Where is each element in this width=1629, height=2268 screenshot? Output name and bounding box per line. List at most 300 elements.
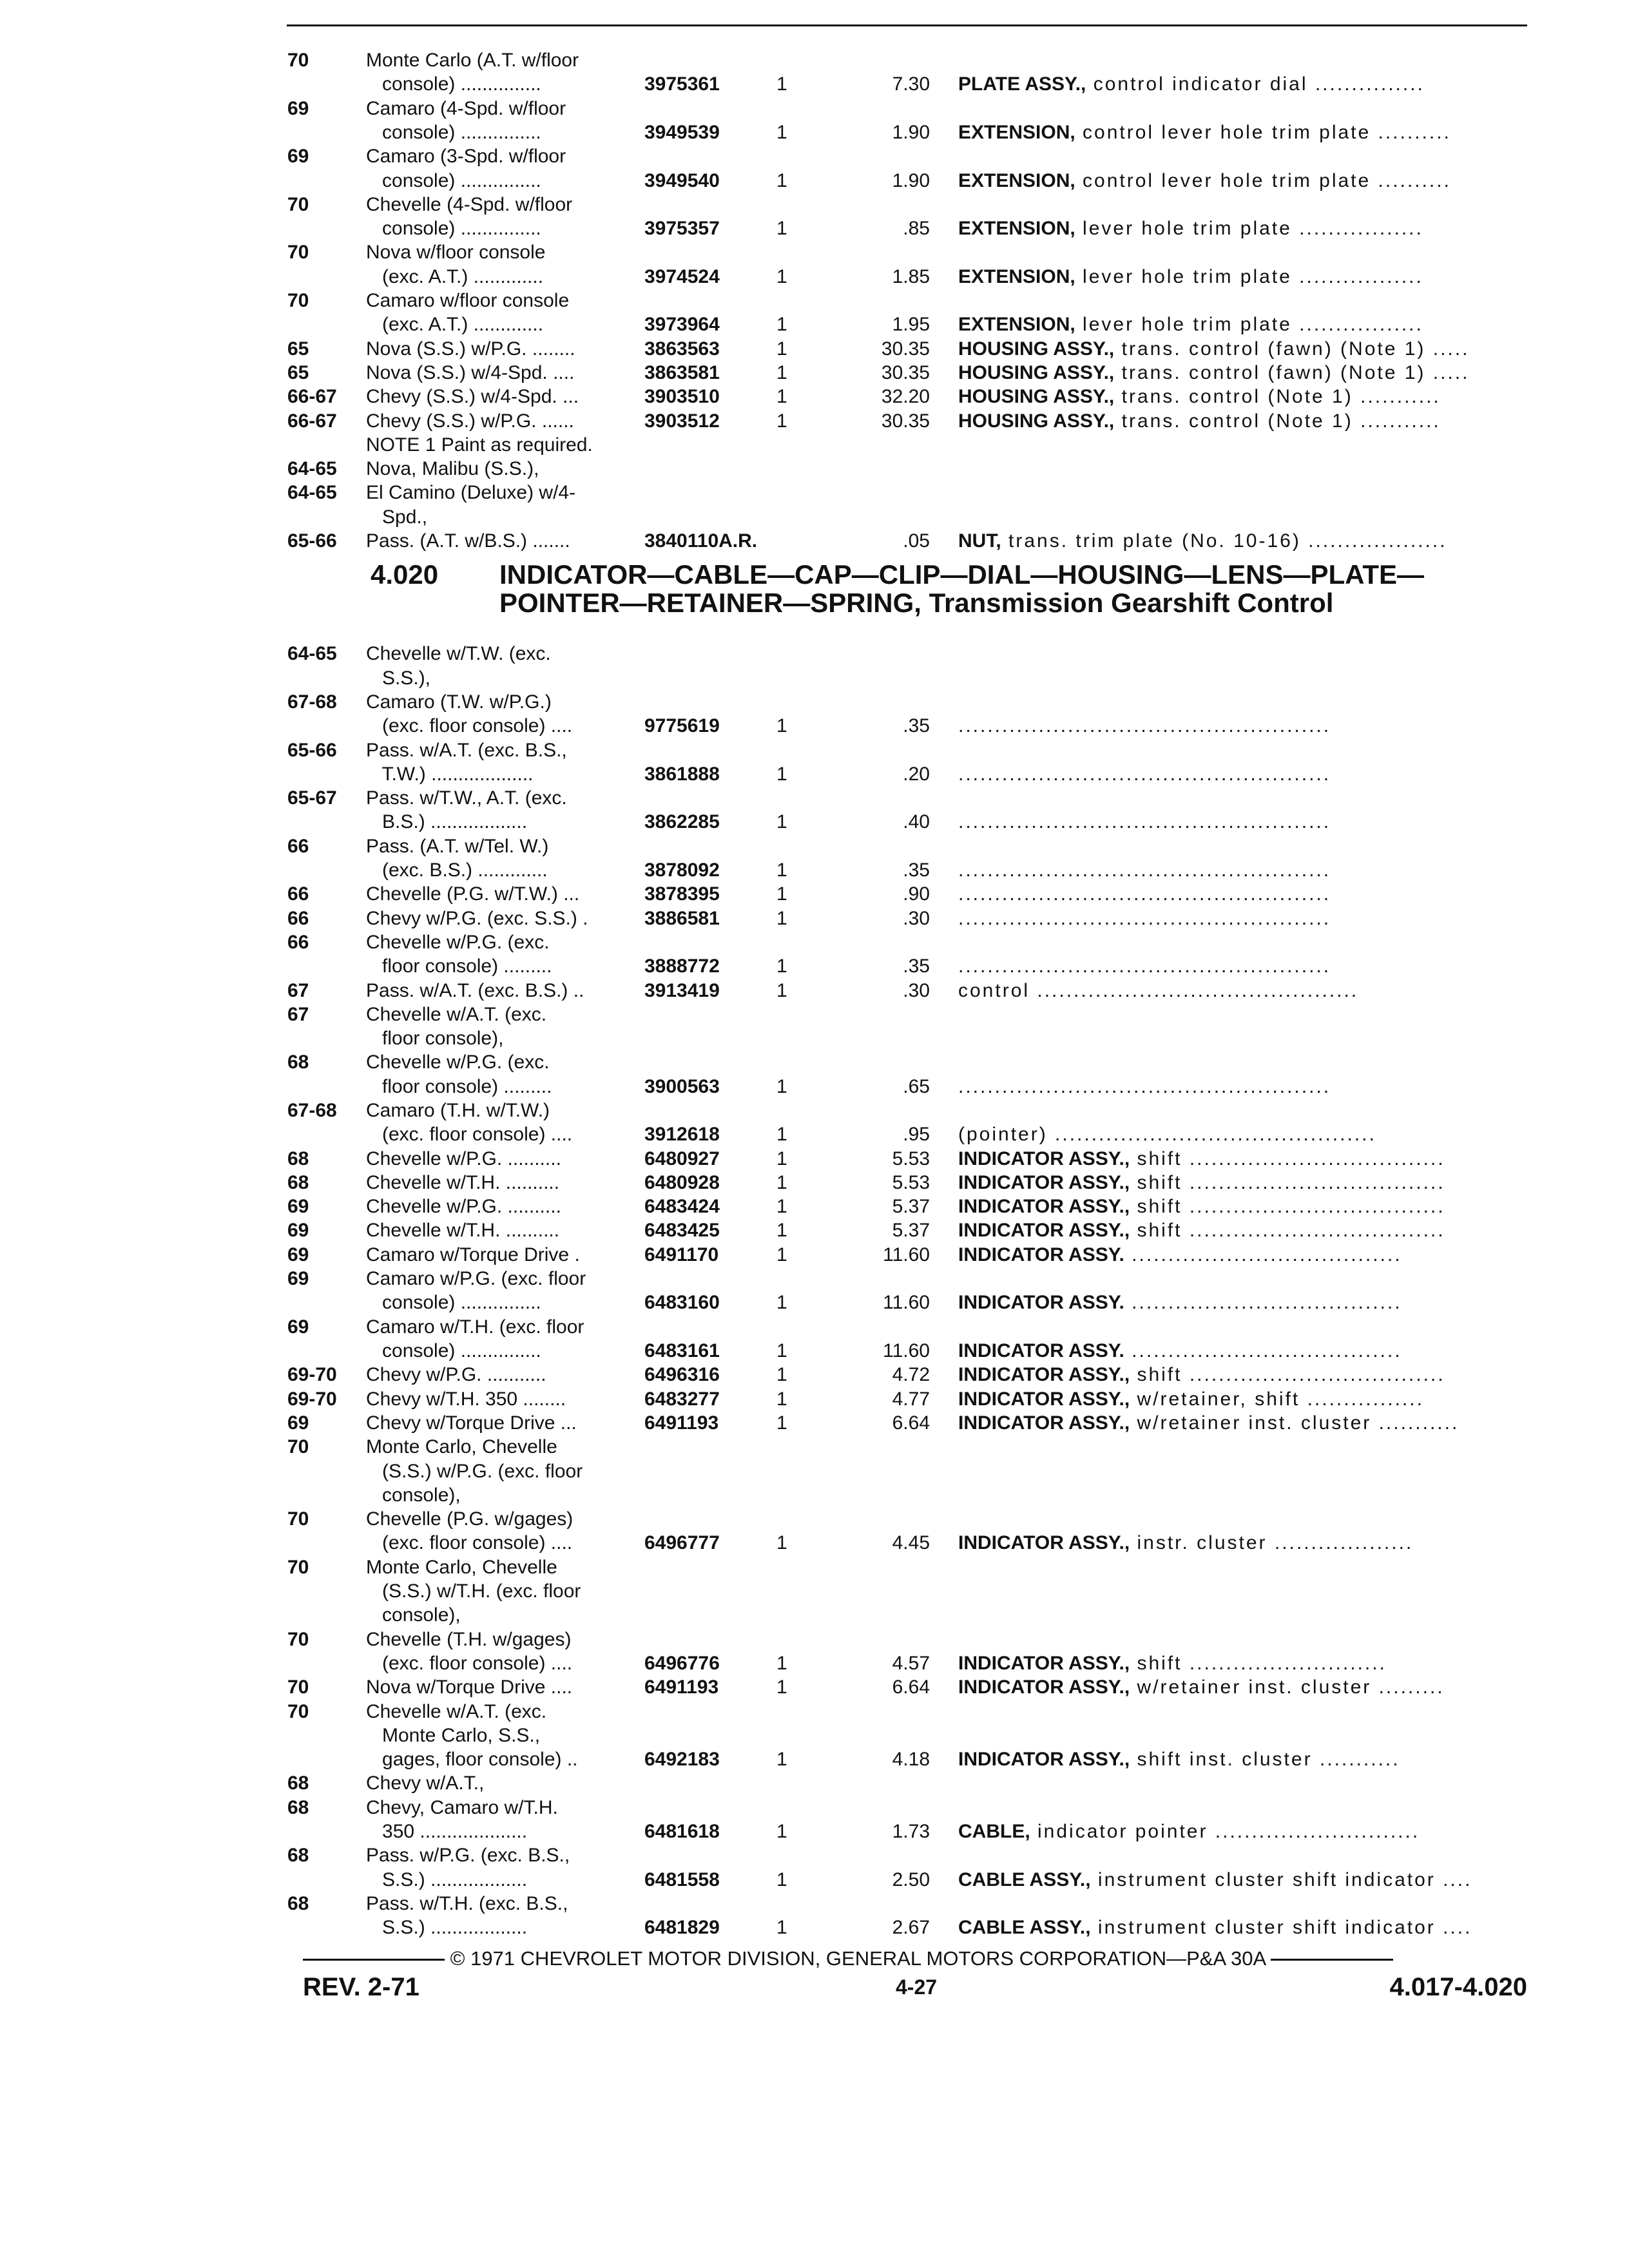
part-description: shift ................................... xyxy=(1130,1364,1445,1385)
part-number-cell: 6483425 xyxy=(644,1220,720,1241)
price-cell: .30 xyxy=(903,980,930,1001)
price-cell: 30.35 xyxy=(881,338,930,360)
model-cell: Chevelle (4-Spd. w/floor xyxy=(366,194,573,215)
quantity-cell: 1 xyxy=(776,1172,787,1193)
description-cell xyxy=(958,1147,1521,1171)
page-number: 4-27 xyxy=(896,1975,938,1999)
description-cell xyxy=(958,1820,1521,1843)
model-cell: T.W.) ................... xyxy=(366,764,534,785)
year-cell: 68 xyxy=(287,1797,309,1818)
price-cell: 11.60 xyxy=(883,1244,930,1265)
year-cell: 68 xyxy=(287,1052,309,1073)
price-cell: 7.30 xyxy=(892,73,930,95)
part-name: HOUSING ASSY., xyxy=(958,338,1115,360)
model-cell: El Camino (Deluxe) w/4- xyxy=(366,482,576,503)
description-cell xyxy=(958,1122,1521,1146)
model-cell: Chevy, Camaro w/T.H. xyxy=(366,1797,558,1818)
part-description: lever hole trim plate ................. xyxy=(1075,218,1423,239)
model-cell: floor console) ......... xyxy=(366,1076,552,1097)
model-cell: Camaro (3-Spd. w/floor xyxy=(366,146,566,167)
part-number-cell: 3912618 xyxy=(644,1124,720,1145)
price-cell: 6.64 xyxy=(892,1677,930,1698)
part-description: shift ................................... xyxy=(1130,1172,1445,1193)
year-cell: 70 xyxy=(287,1701,309,1722)
part-description: ................................................... xyxy=(958,811,1331,832)
part-description: trans. control (fawn) (Note 1) ..... xyxy=(1114,362,1470,383)
year-cell: 68 xyxy=(287,1172,309,1193)
part-description: indicator pointer ............................ xyxy=(1030,1821,1420,1842)
model-cell: Chevy w/P.G. ........... xyxy=(366,1364,546,1385)
year-cell: 65 xyxy=(287,338,309,360)
model-cell: Chevelle w/P.G. .......... xyxy=(366,1196,561,1217)
part-description: ..................................... xyxy=(1124,1340,1402,1361)
year-cell: 64-65 xyxy=(287,458,337,479)
part-number-cell: 3949539 xyxy=(644,122,720,143)
part-number-cell: 3863563 xyxy=(644,338,720,360)
price-cell: 4.18 xyxy=(892,1749,930,1770)
year-cell: 70 xyxy=(287,1677,309,1698)
price-cell: 4.45 xyxy=(892,1532,930,1553)
part-name: PLATE ASSY., xyxy=(958,73,1086,95)
price-cell: 1.90 xyxy=(892,122,930,143)
year-cell: 67 xyxy=(287,1004,309,1025)
part-number-cell: 6491193 xyxy=(644,1412,719,1434)
part-number-cell: 6481558 xyxy=(644,1869,720,1890)
year-cell: 66 xyxy=(287,836,309,857)
price-cell: 4.72 xyxy=(892,1364,930,1385)
part-description: shift ........................... xyxy=(1130,1653,1387,1674)
model-cell: Camaro w/T.H. (exc. floor xyxy=(366,1316,584,1338)
part-number-cell: 3862285 xyxy=(644,811,720,832)
part-name: INDICATOR ASSY., xyxy=(958,1148,1130,1169)
revision-label: REV. 2-71 xyxy=(303,1973,419,2001)
quantity-cell: 1 xyxy=(776,338,787,360)
part-number-cell: 3861888 xyxy=(644,764,720,785)
quantity-cell: 1 xyxy=(776,1220,787,1241)
price-cell: .95 xyxy=(903,1124,930,1145)
model-cell: gages, floor console) .. xyxy=(366,1749,578,1770)
section-title-line-2: POINTER—RETAINER—SPRING, Transmission Gearshift Control xyxy=(499,588,1334,618)
price-cell: 6.64 xyxy=(892,1412,930,1434)
description-cell xyxy=(958,907,1521,930)
part-number-cell: 6481829 xyxy=(644,1917,720,1938)
quantity-cell: 1 xyxy=(776,860,787,881)
part-description: control indicator dial ............... xyxy=(1086,73,1425,95)
year-cell: 69 xyxy=(287,1316,309,1338)
model-cell: B.S.) .................. xyxy=(366,811,528,832)
model-cell: (exc. floor console) .... xyxy=(366,1124,573,1145)
section-title-line-1: INDICATOR—CABLE—CAP—CLIP—DIAL—HOUSING—LENS—PLATE— xyxy=(499,559,1425,590)
description-cell xyxy=(958,810,1521,834)
quantity-cell: 1 xyxy=(776,1196,787,1217)
part-description: shift ................................... xyxy=(1130,1148,1445,1169)
model-cell: Chevelle w/A.T. (exc. xyxy=(366,1701,547,1722)
model-cell: (exc. B.S.) ............. xyxy=(366,860,548,881)
description-cell xyxy=(958,216,1521,240)
model-cell: Nova (S.S.) w/P.G. ........ xyxy=(366,338,575,360)
part-description: trans. control (Note 1) ........... xyxy=(1114,410,1441,432)
description-cell xyxy=(958,1747,1521,1771)
year-cell: 66-67 xyxy=(287,386,337,407)
price-cell: .90 xyxy=(903,883,930,905)
part-name: EXTENSION, xyxy=(958,218,1075,239)
model-cell: (exc. floor console) .... xyxy=(366,1653,573,1674)
footer-rule-left xyxy=(303,1959,445,1961)
part-description: w/retainer, shift ................ xyxy=(1130,1389,1424,1410)
part-name: EXTENSION, xyxy=(958,170,1075,191)
price-cell: 2.67 xyxy=(892,1917,930,1938)
price-cell: .20 xyxy=(903,764,930,785)
model-cell: Nova w/floor console xyxy=(366,242,546,263)
part-name: INDICATOR ASSY., xyxy=(958,1677,1130,1698)
quantity-cell: 1 xyxy=(776,1124,787,1145)
section-number: 4.020 xyxy=(371,559,439,590)
description-cell xyxy=(958,1339,1521,1363)
model-cell: Chevelle (P.G. w/gages) xyxy=(366,1508,574,1530)
part-name: INDICATOR ASSY., xyxy=(958,1364,1130,1385)
price-cell: .40 xyxy=(903,811,930,832)
model-cell: Chevelle w/P.G. (exc. xyxy=(366,1052,550,1073)
part-description: w/retainer inst. cluster ......... xyxy=(1130,1677,1445,1698)
year-cell: 70 xyxy=(287,50,309,71)
year-cell: 69 xyxy=(287,98,309,119)
year-cell: 69 xyxy=(287,1244,309,1265)
description-cell xyxy=(958,385,1521,408)
year-cell: 66 xyxy=(287,932,309,953)
model-cell: Pass. w/P.G. (exc. B.S., xyxy=(366,1845,570,1866)
model-cell: console) ............... xyxy=(366,218,541,239)
model-cell: (exc. floor console) .... xyxy=(366,715,573,736)
copyright-line xyxy=(303,1947,1527,1970)
year-cell: 67-68 xyxy=(287,1100,337,1121)
part-number-cell: 3900563 xyxy=(644,1076,720,1097)
model-cell: (exc. A.T.) ............. xyxy=(366,314,544,335)
year-cell: 64-65 xyxy=(287,482,337,503)
price-cell: 1.73 xyxy=(892,1821,930,1842)
model-cell: console), xyxy=(366,1604,461,1626)
part-number-cell: 6491170 xyxy=(644,1244,719,1265)
price-cell: .30 xyxy=(903,908,930,929)
year-cell: 69-70 xyxy=(287,1364,337,1385)
model-cell: S.S.) .................. xyxy=(366,1917,528,1938)
price-cell: 2.50 xyxy=(892,1869,930,1890)
model-cell: Monte Carlo (A.T. w/floor xyxy=(366,50,579,71)
part-number-cell: 6496777 xyxy=(644,1532,720,1553)
description-cell xyxy=(958,529,1521,553)
model-cell: Chevy (S.S.) w/4-Spd. ... xyxy=(366,386,579,407)
model-cell: S.S.), xyxy=(366,668,431,689)
model-cell: Chevelle (T.H. w/gages) xyxy=(366,1629,572,1650)
quantity-cell: 1 xyxy=(776,1532,787,1553)
description-cell xyxy=(958,1243,1521,1267)
part-name: INDICATOR ASSY. xyxy=(958,1292,1124,1313)
quantity-cell: 1 xyxy=(776,883,787,905)
model-cell: Chevelle w/T.W. (exc. xyxy=(366,643,551,664)
model-cell: floor console), xyxy=(366,1028,504,1049)
year-cell: 65-67 xyxy=(287,787,337,809)
year-cell: 69 xyxy=(287,1268,309,1289)
price-cell: .05 xyxy=(903,530,930,552)
year-cell: 68 xyxy=(287,1773,309,1794)
price-cell: 11.60 xyxy=(883,1340,930,1361)
part-description: trans. control (Note 1) ........... xyxy=(1114,386,1441,407)
year-cell: 68 xyxy=(287,1148,309,1169)
part-name: EXTENSION, xyxy=(958,314,1075,335)
quantity-cell: 1 xyxy=(776,1364,787,1385)
part-number-cell: 6480928 xyxy=(644,1172,720,1193)
model-cell: Pass. w/A.T. (exc. B.S.) .. xyxy=(366,980,584,1001)
model-cell: Nova (S.S.) w/4-Spd. .... xyxy=(366,362,575,383)
part-description: shift inst. cluster ........... xyxy=(1130,1749,1400,1770)
part-name: HOUSING ASSY., xyxy=(958,386,1115,407)
description-cell xyxy=(958,1387,1521,1411)
part-number-cell: 3975361 xyxy=(644,73,720,95)
model-cell: Camaro w/P.G. (exc. floor xyxy=(366,1268,586,1289)
part-name: INDICATOR ASSY. xyxy=(958,1340,1124,1361)
quantity-cell: 1 xyxy=(776,956,787,977)
year-cell: 70 xyxy=(287,194,309,215)
price-cell: 32.20 xyxy=(881,386,930,407)
model-cell: console), xyxy=(366,1485,461,1506)
part-number-cell: 3973964 xyxy=(644,314,720,335)
part-name: EXTENSION, xyxy=(958,266,1075,287)
part-description: w/retainer inst. cluster ........... xyxy=(1130,1412,1460,1434)
section-heading xyxy=(371,561,1424,617)
price-cell: 5.37 xyxy=(892,1196,930,1217)
part-number-cell: 3886581 xyxy=(644,908,720,929)
part-description: control ............................................ xyxy=(958,980,1359,1001)
year-cell: 69 xyxy=(287,1412,309,1434)
part-name: CABLE ASSY., xyxy=(958,1917,1091,1938)
price-cell: .65 xyxy=(903,1076,930,1097)
description-cell xyxy=(958,1363,1521,1387)
model-cell: Chevelle w/P.G. (exc. xyxy=(366,932,550,953)
model-cell: (exc. floor console) .... xyxy=(366,1532,573,1553)
part-description: instrument cluster shift indicator .... xyxy=(1090,1869,1472,1890)
part-name: CABLE ASSY., xyxy=(958,1869,1091,1890)
model-cell: Chevy w/Torque Drive ... xyxy=(366,1412,577,1434)
year-cell: 66 xyxy=(287,883,309,905)
model-cell: Chevelle (P.G. w/T.W.) ... xyxy=(366,883,580,905)
model-cell: (S.S.) w/T.H. (exc. floor xyxy=(366,1581,581,1602)
part-name: INDICATOR ASSY., xyxy=(958,1532,1130,1553)
part-number-cell: 9775619 xyxy=(644,715,720,736)
part-description: ................................................... xyxy=(958,764,1331,785)
part-number-cell: 6496776 xyxy=(644,1653,720,1674)
model-cell: Chevelle w/T.H. .......... xyxy=(366,1172,560,1193)
part-description: control lever hole trim plate .......... xyxy=(1075,122,1451,143)
description-cell xyxy=(958,265,1521,289)
quantity-cell: 1 xyxy=(776,386,787,407)
model-cell: 350 .................... xyxy=(366,1821,528,1842)
model-cell: Spd., xyxy=(366,506,428,528)
price-cell: 30.35 xyxy=(881,410,930,432)
price-cell: 5.37 xyxy=(892,1220,930,1241)
year-cell: 67-68 xyxy=(287,691,337,713)
part-description: ................................................... xyxy=(958,908,1331,929)
quantity-cell: 1 xyxy=(776,1653,787,1674)
model-cell: Nova w/Torque Drive .... xyxy=(366,1677,573,1698)
part-description: trans. trim plate (No. 10-16) ................... xyxy=(1001,530,1447,552)
footer-rule-right xyxy=(1271,1959,1393,1961)
quantity-cell: 1 xyxy=(776,170,787,191)
description-cell xyxy=(958,1218,1521,1242)
model-cell: (S.S.) w/P.G. (exc. floor xyxy=(366,1461,583,1482)
part-description: trans. control (fawn) (Note 1) ..... xyxy=(1114,338,1470,360)
part-description: shift ................................... xyxy=(1130,1220,1445,1241)
part-number-cell: 3903510 xyxy=(644,386,720,407)
part-number-cell: 6483277 xyxy=(644,1389,720,1410)
part-name: EXTENSION, xyxy=(958,122,1075,143)
model-cell: Chevelle w/A.T. (exc. xyxy=(366,1004,547,1025)
price-cell: .35 xyxy=(903,956,930,977)
quantity-cell: 1 xyxy=(776,764,787,785)
model-cell: NOTE 1 Paint as required. xyxy=(366,434,593,456)
section-reference: 4.017-4.020 xyxy=(1389,1973,1527,2001)
description-cell xyxy=(958,882,1521,906)
part-name: INDICATOR ASSY., xyxy=(958,1749,1130,1770)
model-cell: Chevy w/T.H. 350 ........ xyxy=(366,1389,566,1410)
part-number-cell: 6480927 xyxy=(644,1148,720,1169)
part-description: instr. cluster ................... xyxy=(1130,1532,1414,1553)
quantity-cell: 1 xyxy=(776,1389,787,1410)
quantity-cell: 1 xyxy=(776,410,787,432)
description-cell xyxy=(958,1531,1521,1555)
part-number-cell: 6496316 xyxy=(644,1364,720,1385)
model-cell: console) ............... xyxy=(366,170,541,191)
model-cell: Nova, Malibu (S.S.), xyxy=(366,458,539,479)
quantity-cell: 1 xyxy=(776,266,787,287)
part-number-cell: 3974524 xyxy=(644,266,720,287)
part-description: (pointer) ............................................ xyxy=(958,1124,1376,1145)
model-cell: Monte Carlo, Chevelle xyxy=(366,1557,557,1578)
part-number-cell: 6483160 xyxy=(644,1292,720,1313)
part-description: ................................................... xyxy=(958,715,1331,736)
quantity-cell: 1 xyxy=(776,362,787,383)
price-cell: 1.90 xyxy=(892,170,930,191)
description-cell xyxy=(958,1916,1521,1939)
part-description: control lever hole trim plate .......... xyxy=(1075,170,1451,191)
top-rule xyxy=(287,24,1527,26)
part-description: lever hole trim plate ................. xyxy=(1075,266,1423,287)
price-cell: .35 xyxy=(903,715,930,736)
part-number-cell: 3913419 xyxy=(644,980,720,1001)
quantity-cell: 1 xyxy=(776,1148,787,1169)
year-cell: 69 xyxy=(287,1196,309,1217)
model-cell: Pass. (A.T. w/B.S.) ....... xyxy=(366,530,570,552)
part-number-cell: 6483161 xyxy=(644,1340,720,1361)
description-cell xyxy=(958,1291,1521,1314)
part-description: ................................................... xyxy=(958,860,1331,881)
model-cell: Monte Carlo, S.S., xyxy=(366,1725,541,1746)
part-number-cell: 3903512 xyxy=(644,410,720,432)
quantity-cell: 1 xyxy=(776,1677,787,1698)
part-description: ..................................... xyxy=(1124,1244,1402,1265)
part-number-cell: 3975357 xyxy=(644,218,720,239)
year-cell: 65-66 xyxy=(287,530,337,552)
model-cell: Pass. w/A.T. (exc. B.S., xyxy=(366,740,567,761)
description-cell xyxy=(958,337,1521,361)
quantity-cell: 1 xyxy=(776,1412,787,1434)
model-cell: Monte Carlo, Chevelle xyxy=(366,1436,557,1457)
part-name: INDICATOR ASSY., xyxy=(958,1196,1130,1217)
year-cell: 67 xyxy=(287,980,309,1001)
part-number-cell: 3949540 xyxy=(644,170,720,191)
part-description: lever hole trim plate ................. xyxy=(1075,314,1423,335)
description-cell xyxy=(958,979,1521,1003)
part-number-cell: 6483424 xyxy=(644,1196,720,1217)
price-cell: 5.53 xyxy=(892,1172,930,1193)
year-cell: 68 xyxy=(287,1893,309,1914)
part-description: instrument cluster shift indicator .... xyxy=(1090,1917,1472,1938)
price-cell: 4.57 xyxy=(892,1653,930,1674)
part-name: NUT, xyxy=(958,530,1001,552)
description-cell xyxy=(958,714,1521,738)
quantity-cell: 1 xyxy=(776,122,787,143)
part-name: INDICATOR ASSY. xyxy=(958,1244,1124,1265)
quantity-cell: 1 xyxy=(776,908,787,929)
description-cell xyxy=(958,169,1521,193)
part-number-cell: 6492183 xyxy=(644,1749,720,1770)
model-cell: Chevy w/A.T., xyxy=(366,1773,485,1794)
description-cell xyxy=(958,1651,1521,1675)
part-name: INDICATOR ASSY., xyxy=(958,1389,1130,1410)
model-cell: Camaro (T.W. w/P.G.) xyxy=(366,691,552,713)
copyright-text: © 1971 CHEVROLET MOTOR DIVISION, GENERAL MOTORS CORPORATION—P&A 30A xyxy=(450,1947,1266,1970)
price-cell: 1.85 xyxy=(892,266,930,287)
model-cell: (exc. A.T.) ............. xyxy=(366,266,544,287)
year-cell: 69 xyxy=(287,146,309,167)
price-cell: .85 xyxy=(903,218,930,239)
year-cell: 70 xyxy=(287,1629,309,1650)
description-cell xyxy=(958,954,1521,978)
quantity-cell: 1 xyxy=(776,1244,787,1265)
price-cell: .35 xyxy=(903,860,930,881)
description-cell xyxy=(958,312,1521,336)
year-cell: 70 xyxy=(287,1508,309,1530)
year-cell: 68 xyxy=(287,1845,309,1866)
description-cell xyxy=(958,1171,1521,1195)
quantity-cell: 1 xyxy=(776,314,787,335)
quantity-cell: 1 xyxy=(776,1292,787,1313)
year-cell: 64-65 xyxy=(287,643,337,664)
year-cell: 66 xyxy=(287,908,309,929)
description-cell xyxy=(958,409,1521,433)
description-cell xyxy=(958,1675,1521,1699)
quantity-cell: 1 xyxy=(776,73,787,95)
model-cell: Camaro w/floor console xyxy=(366,290,570,311)
part-name: CABLE, xyxy=(958,1821,1030,1842)
part-name: INDICATOR ASSY., xyxy=(958,1220,1130,1241)
model-cell: Camaro w/Torque Drive . xyxy=(366,1244,580,1265)
model-cell: Pass. (A.T. w/Tel. W.) xyxy=(366,836,549,857)
part-number-cell: 3878395 xyxy=(644,883,720,905)
part-name: HOUSING ASSY., xyxy=(958,362,1115,383)
quantity-cell: 1 xyxy=(776,1821,787,1842)
description-cell xyxy=(958,1075,1521,1099)
quantity-cell: 1 xyxy=(776,715,787,736)
description-cell xyxy=(958,1411,1521,1435)
model-cell: Pass. w/T.W., A.T. (exc. xyxy=(366,787,567,809)
model-cell: console) ............... xyxy=(366,1292,541,1313)
model-cell: console) ............... xyxy=(366,1340,541,1361)
quantity-cell: 1 xyxy=(776,811,787,832)
year-cell: 70 xyxy=(287,242,309,263)
price-cell: 30.35 xyxy=(881,362,930,383)
quantity-cell: 1 xyxy=(776,1340,787,1361)
year-cell: 65-66 xyxy=(287,740,337,761)
description-cell xyxy=(958,762,1521,786)
